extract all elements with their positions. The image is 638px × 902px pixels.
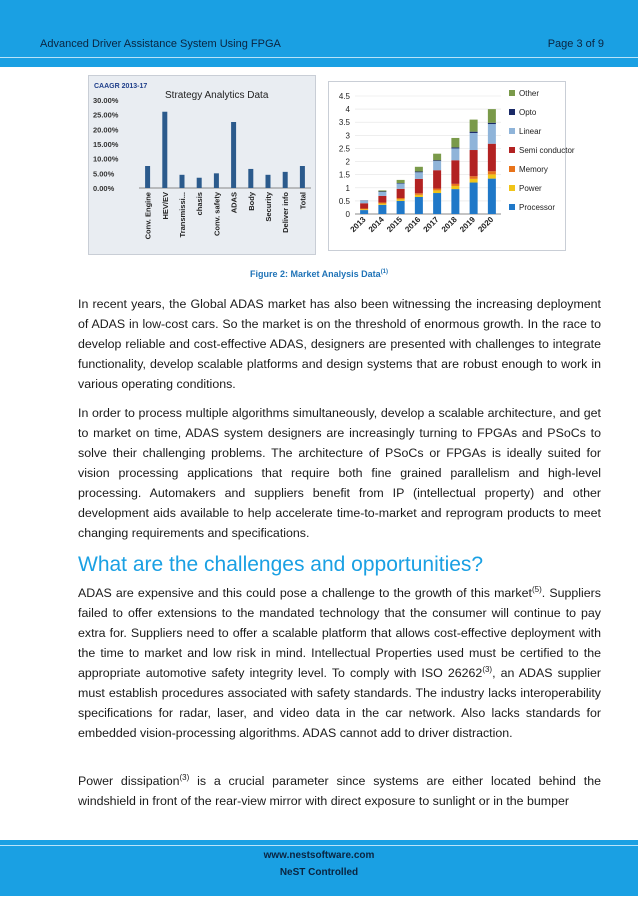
chart2-category-label: 2015: [385, 215, 405, 234]
strategy-analytics-chart: [88, 75, 316, 255]
chart2-bar-segment: [451, 148, 459, 160]
chart2-bar-segment: [470, 132, 478, 133]
chart2-bar-segment: [433, 190, 441, 193]
chart2-legend-swatch: [509, 109, 515, 115]
chart2-ytick-label: 4: [345, 105, 350, 115]
chart1-bar: [266, 175, 271, 188]
reference-5: (5): [531, 584, 542, 594]
chart2-bar-segment: [433, 161, 441, 170]
chart2-bar-segment: [470, 150, 478, 176]
chart2-bar-segment: [451, 184, 459, 186]
chart1-ytick-label: 25.00%: [93, 110, 119, 120]
chart1-category-label: ADAS: [229, 192, 239, 214]
chart2-bar-segment: [488, 123, 496, 124]
chart1-category-label: chasis: [195, 192, 205, 216]
chart2-bar-segment: [378, 192, 386, 196]
chart2-ytick-label: 4.5: [338, 92, 350, 101]
chart1-ytick-label: 30.00%: [93, 96, 119, 105]
chart2-bar-segment: [488, 174, 496, 178]
chart2-category-label: 2018: [439, 215, 459, 234]
chart2-category-label: 2019: [458, 215, 478, 234]
page-footer: [0, 840, 638, 896]
chart2-bar-segment: [451, 147, 459, 148]
chart1-bar: [231, 122, 236, 188]
chart2-bar-segment: [397, 180, 405, 183]
chart2-bar-segment: [378, 204, 386, 205]
chart2-bar-segment: [433, 193, 441, 214]
paragraph-market-growth: In recent years, the Global ADAS market has also been witnessing the increasing deployment of ADAS in low-cost cars. So the market is on the threshold of enormous growth. In the race to develop reliable and cost-effective ADAS, designers are presented with challenges to integrate functionality, develop scalable platforms and design systems that are robust enough to work in various operating conditions.: [78, 297, 601, 391]
challenges-text-a: ADAS are expensive and this could pose a challenge to the growth of this market: [78, 586, 532, 600]
chart1-category-label: Transmissi...: [178, 192, 187, 238]
chart2-category-label: 2014: [366, 215, 386, 234]
chart1-ytick-label: 0.00%: [93, 184, 115, 193]
chart2-bar-segment: [470, 133, 478, 150]
semiconductor-forecast-chart: [328, 81, 575, 251]
chart2-bar-segment: [360, 201, 368, 204]
chart2-legend-swatch: [509, 90, 515, 96]
chart2-bar-segment: [378, 191, 386, 192]
figure-caption-ref: (1): [380, 269, 389, 275]
chart2-bar-segment: [360, 210, 368, 214]
chart2-bar-segment: [470, 183, 478, 214]
strategy-analytics-svg: [89, 76, 317, 256]
chart2-bar-segment: [415, 172, 423, 179]
chart2-legend-label: Processor: [519, 203, 556, 212]
chart2-bar-segment: [470, 176, 478, 179]
chart2-ytick-label: 1.5: [338, 170, 350, 180]
figure-caption: [0, 269, 638, 279]
chart2-ytick-label: 3: [345, 131, 350, 141]
chart2-legend-label: Linear: [519, 127, 542, 136]
challenges-text-b: . Suppliers failed to offer extensions to the mandated technology that the consumer will continue to pay extra for. Suppliers need to offer a scalable platform that allows cost-effective deployment with the time to market and low risk in mind. Intellectual Properties used must be certified to the appropriate automotive safety integrity level. To comply with ISO 26262: [78, 586, 601, 680]
footer-organization: NeST Controlled: [279, 867, 359, 878]
chart2-bar-segment: [451, 186, 459, 189]
chart2-bar-segment: [415, 195, 423, 197]
chart1-category-label: HEV/EV: [160, 192, 170, 220]
chart2-legend-swatch: [509, 128, 515, 134]
document-title: Advanced Driver Assistance System Using FPGA: [40, 38, 281, 50]
chart1-bar: [162, 112, 167, 188]
chart2-bar-segment: [397, 198, 405, 199]
chart1-subtitle: CAAGR 2013-17: [94, 83, 148, 90]
chart2-bar-segment: [378, 196, 386, 203]
chart1-category-label: Body: [246, 192, 256, 211]
chart2-bar-segment: [488, 144, 496, 172]
paragraph-power-dissipation: [78, 771, 601, 811]
power-text-b: is a crucial parameter since systems are either located behind the windshield in front of the rear-view mirror with direct exposure to sunlight or in the bumper: [78, 774, 601, 808]
reference-3b: (3): [179, 772, 190, 782]
section-heading: What are the challenges and opportunities?: [78, 553, 484, 576]
chart2-legend-swatch: [509, 204, 515, 210]
chart2-bar-segment: [470, 179, 478, 183]
figure-caption-text: Figure 2: Market Analysis Data: [249, 269, 381, 279]
chart2-bar-segment: [360, 203, 368, 208]
chart2-category-label: 2017: [421, 215, 441, 234]
chart2-category-label: 2020: [476, 215, 496, 234]
chart2-bar-segment: [433, 154, 441, 161]
semiconductor-forecast-svg: [329, 82, 575, 252]
footer-divider: [0, 845, 638, 846]
chart2-bar-segment: [451, 189, 459, 214]
chart2-bar-segment: [415, 179, 423, 193]
paragraph-fpga-psoc: In order to process multiple algorithms simultaneously, develop a scalable architecture, and get to market on time, ADAS system designers are increasingly turning to FPGAs and PSoCs to solve their challenging problems. The architecture of PSoCs or FPGAs is ideally suited for vision processing applications that require both fine grained parallelism and high-level processing. Automakers and suppliers benefit from IP (intellectual property) and other development aids available to help accelerate time-to-market and reprogram products to meet changing requirements and specifications.: [78, 406, 601, 540]
chart1-bar: [214, 173, 219, 188]
chart1-category-label: Deliver info: [281, 192, 291, 233]
chart2-bar-segment: [470, 120, 478, 132]
market-analysis-figure: [88, 75, 575, 255]
chart2-legend-label: Other: [519, 89, 540, 98]
chart2-legend-swatch: [509, 147, 515, 153]
chart2-bar-segment: [488, 124, 496, 144]
chart2-legend-label: Opto: [519, 108, 537, 117]
chart1-ytick-label: 20.00%: [93, 125, 119, 135]
chart2-ytick-label: 0: [345, 210, 350, 219]
chart2-legend-label: Power: [519, 184, 542, 193]
chart2-bar-segment: [415, 193, 423, 195]
chart2-legend-label: Semi conductor: [519, 146, 575, 155]
chart2-bar-segment: [397, 183, 405, 184]
chart2-bar-segment: [378, 205, 386, 214]
chart2-bar-segment: [397, 184, 405, 189]
reference-3: (3): [482, 664, 493, 674]
chart2-legend-swatch: [509, 185, 515, 191]
chart2-ytick-label: 0.5: [338, 196, 350, 206]
chart1-bar: [248, 169, 253, 188]
chart1-bar: [300, 166, 305, 188]
chart2-bar-segment: [433, 160, 441, 161]
chart2-bar-segment: [415, 197, 423, 214]
chart2-bar-segment: [415, 172, 423, 173]
chart2-legend-label: Memory: [519, 165, 548, 174]
chart1-category-label: Total: [298, 192, 308, 210]
chart2-bar-segment: [451, 160, 459, 184]
chart2-ytick-label: 3.5: [338, 118, 350, 128]
chart2-ytick-label: 1: [345, 183, 350, 193]
chart1-bar: [283, 172, 288, 188]
challenges-text-c: , an ADAS supplier must establish procedures associated with safety standards. The industry lacks interoperability specifications for radar, laser, and video data in the car network. Also lacks standards for embedded vision-processing algorithms. ADAS cannot add to driver distraction.: [78, 666, 601, 740]
chart1-ytick-label: 10.00%: [93, 154, 119, 164]
chart1-bar: [180, 175, 185, 188]
chart2-legend-swatch: [509, 166, 515, 172]
chart2-bar-segment: [415, 167, 423, 172]
page-header: [0, 0, 638, 67]
chart1-bar: [145, 166, 150, 188]
chart2-bar-segment: [433, 170, 441, 188]
header-divider: [0, 57, 638, 58]
chart1-ytick-label: 5.00%: [93, 169, 115, 179]
chart2-bar-segment: [378, 190, 386, 191]
footer-website-link[interactable]: www.nestsoftware.com: [263, 850, 375, 861]
chart1-ytick-label: 15.00%: [93, 140, 119, 149]
chart2-ytick-label: 2.5: [338, 144, 350, 154]
page-number: Page 3 of 9: [547, 38, 604, 50]
chart1-bar: [197, 178, 202, 188]
chart1-category-label: Conv. safety: [212, 192, 222, 237]
chart2-bar-segment: [488, 109, 496, 123]
chart2-bar-segment: [488, 179, 496, 214]
chart2-bar-segment: [378, 202, 386, 203]
chart2-bar-segment: [360, 208, 368, 209]
power-text-a: Power dissipation: [78, 774, 180, 788]
chart2-category-label: 2016: [403, 215, 423, 234]
paragraph-challenges: [78, 583, 601, 743]
chart2-bar-segment: [433, 189, 441, 191]
chart2-bar-segment: [488, 171, 496, 174]
chart2-bar-segment: [397, 201, 405, 214]
chart2-bar-segment: [397, 199, 405, 201]
chart2-bar-segment: [397, 189, 405, 198]
chart2-category-label: 2013: [348, 215, 368, 234]
chart1-category-label: Security: [264, 192, 273, 222]
chart2-bar-segment: [360, 209, 368, 210]
chart1-category-label: Conv. Engine: [143, 192, 153, 240]
chart2-ytick-label: 2: [345, 157, 350, 167]
chart2-bar-segment: [451, 138, 459, 147]
chart1-title: Strategy Analytics Data: [165, 90, 269, 101]
